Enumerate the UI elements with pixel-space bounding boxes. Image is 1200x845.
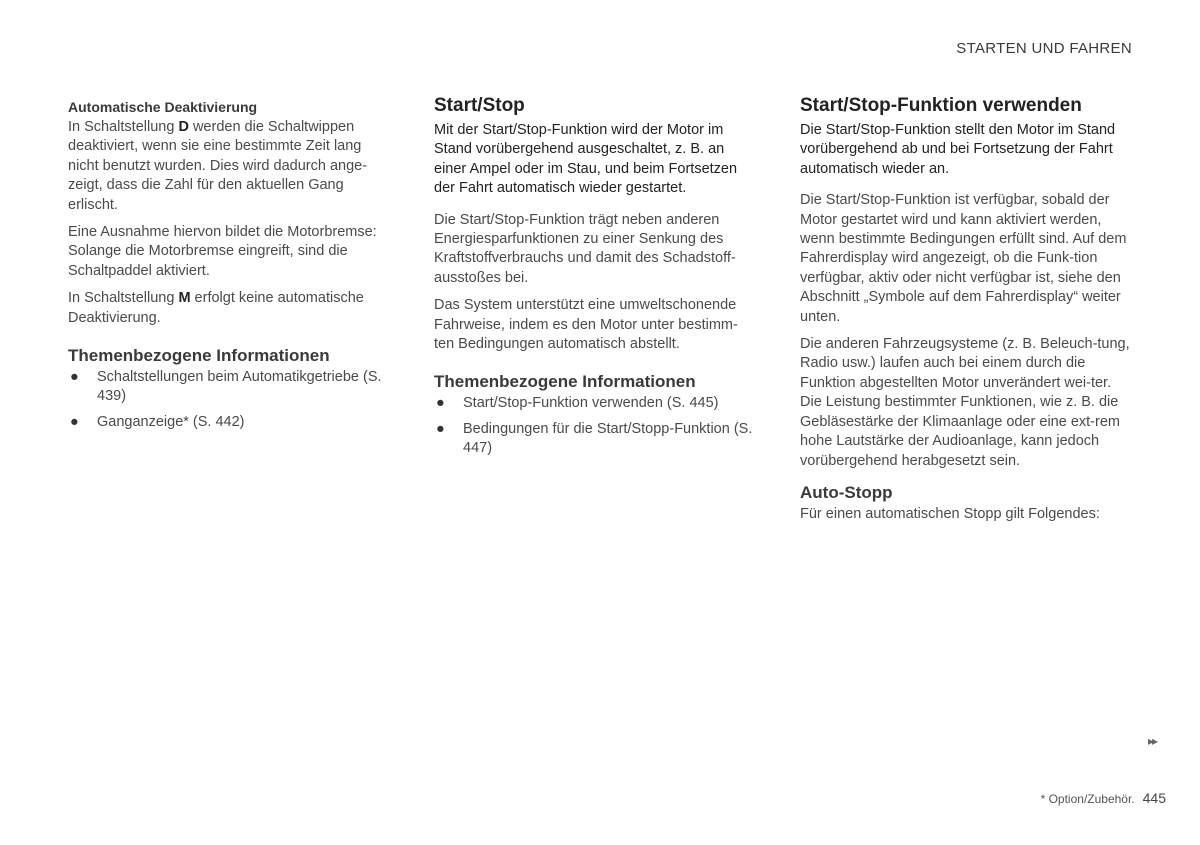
bullet-icon: ● xyxy=(436,420,445,437)
gear-position-d: D xyxy=(178,119,189,135)
text-span: In Schaltstellung xyxy=(68,290,179,307)
text-span: erfolgt keine automatische Deaktivierung. xyxy=(68,290,364,326)
section-title-use-start-stop: Start/Stop-Funktion verwenden xyxy=(800,95,1082,116)
related-info-heading: Themenbezogene Informationen xyxy=(434,372,696,392)
paragraph: Eine Ausnahme hiervon bildet die Motorbremse: Solange die Motorbremse eingreift, sind die Schaltpaddel aktiviert. xyxy=(68,224,377,279)
gear-position-m: M xyxy=(178,290,191,307)
subsection-title-auto-stop: Auto-Stopp xyxy=(800,482,893,502)
paragraph: Für einen automatischen Stopp gilt Folgendes: xyxy=(800,505,1100,522)
paragraph: Die Start/Stop-Funktion trägt neben anderen Energiesparfunktionen zu einer Senkung des Kraftstoffverbrauchs und damit des Schadstoff-ausstoßes bei. xyxy=(434,211,736,286)
lead-paragraph: Die Start/Stop-Funktion stellt den Motor im Stand vorübergehend ab und bei Fortsetzung der Fahrt automatisch wieder an. xyxy=(800,122,1116,177)
paragraph: Die Start/Stop-Funktion ist verfügbar, sobald der Motor gestartet wird und kann aktiviert werden, wenn bestimmte Bedingungen erfüllt sind. Auf dem Fahrerdisplay wird angezeigt, ob die Funk-tion verfügbar, aktiv oder nicht verfügbar ist, siehe den Abschnitt „Symbole auf dem Fahrerdisplay“ weiter unten. xyxy=(800,192,1127,325)
text-span: werden die Schaltwippen deaktiviert, wenn sie eine bestimmte Zeit lang nicht benutzt wurden. Dies wird dadurch ange-zeigt, dass die Zahl für den aktuellen Gang erlischt. xyxy=(68,119,368,213)
page-number: 445 xyxy=(1142,790,1166,806)
paragraph xyxy=(68,118,388,215)
list-item[interactable] xyxy=(434,394,754,413)
lead-paragraph: Mit der Start/Stop-Funktion wird der Motor im Stand vorübergehend ausgeschaltet, z. B. an einer Ampel oder im Stau, und beim Fortsetzen der Fahrt automatisch wieder gestartet. xyxy=(434,122,738,197)
list-item[interactable] xyxy=(68,368,388,407)
list-item[interactable] xyxy=(434,420,754,459)
related-info-list xyxy=(434,394,754,458)
column-left xyxy=(68,95,388,438)
related-link[interactable]: Ganganzeige* (S. 442) xyxy=(97,413,245,430)
bullet-icon: ● xyxy=(70,369,79,386)
continue-arrows-icon: ▸▸ xyxy=(1148,734,1157,748)
related-info-heading: Themenbezogene Informationen xyxy=(68,346,330,366)
column-right xyxy=(800,95,1136,532)
page-footer xyxy=(1041,790,1166,806)
footnote-option-accessory: * Option/Zubehör. xyxy=(1040,792,1135,806)
paragraph: Das System unterstützt eine umweltschonende Fahrweise, indem es den Motor unter bestimm-ten Bedingungen automatisch abstellt. xyxy=(434,297,738,353)
bullet-icon: ● xyxy=(70,413,79,430)
section-title-auto-deactivation: Automatische Deaktivierung xyxy=(68,99,258,115)
column-middle xyxy=(434,95,754,465)
section-title-start-stop: Start/Stop xyxy=(434,95,525,116)
section-header: STARTEN UND FAHREN xyxy=(956,40,1132,57)
list-item[interactable] xyxy=(68,413,388,432)
text-span: In Schaltstellung xyxy=(68,119,179,135)
paragraph: Die anderen Fahrzeugsysteme (z. B. Beleuch-tung, Radio usw.) laufen auch bei einem durch die Funktion abgestellten Motor unverändert wei-ter. Die Leistung bestimmter Funktionen, wie z. B. die Gebläsestärke der Klimaanlage oder eine ext-rem hohe Lautstärke der Audioanlage, kann jedoch vorübergehend herabgesetzt sein. xyxy=(800,336,1130,469)
related-link[interactable]: Start/Stop-Funktion verwenden (S. 445) xyxy=(463,395,719,412)
related-info-list xyxy=(68,368,388,432)
paragraph xyxy=(68,289,388,328)
related-link[interactable]: Bedingungen für die Start/Stopp-Funktion (S. 447) xyxy=(463,420,753,457)
bullet-icon: ● xyxy=(436,395,445,412)
related-link[interactable]: Schaltstellungen beim Automatikgetriebe (S. 439) xyxy=(97,369,382,405)
